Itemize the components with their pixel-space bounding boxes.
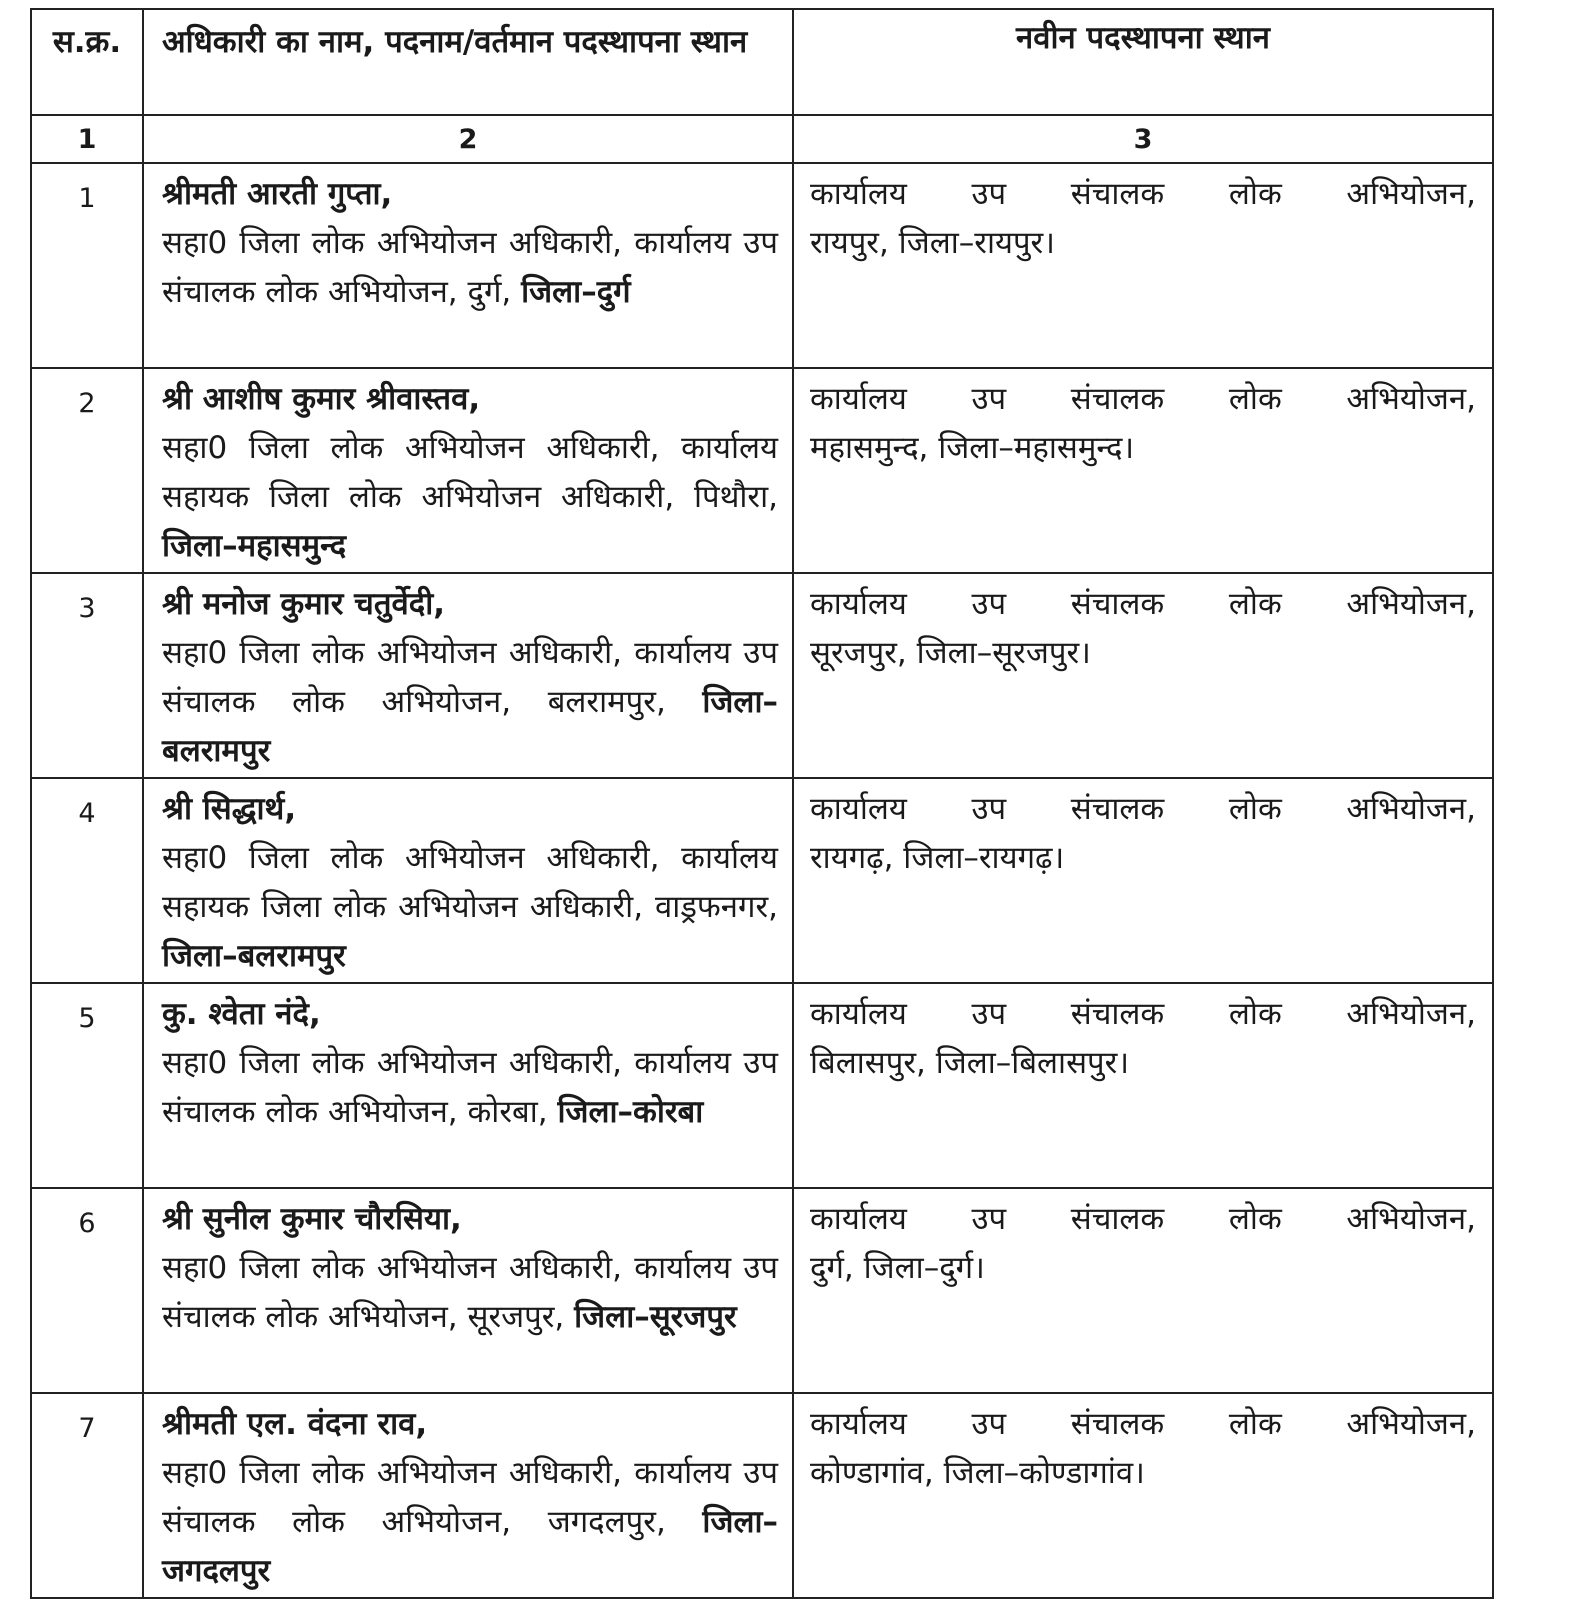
posting-document xyxy=(30,8,1492,1599)
table-row xyxy=(31,163,1493,368)
table-row xyxy=(31,1188,1493,1393)
serial-number: 3 xyxy=(31,573,143,778)
officer-designation xyxy=(162,629,778,776)
new-posting-cell xyxy=(793,1393,1493,1598)
new-posting-place: सूरजपुर, जिला–सूरजपुर। xyxy=(810,635,1091,671)
officer-designation xyxy=(162,834,778,981)
officer-name: श्री मनोज कुमार चतुर्वेदी, xyxy=(162,586,446,622)
officer-name: श्रीमती एल. वंदना राव, xyxy=(162,1406,428,1442)
serial-number: 4 xyxy=(31,778,143,983)
serial-number: 5 xyxy=(31,983,143,1188)
current-district: जिला–महासमुन्द xyxy=(162,528,347,564)
officer-name: श्री सिद्धार्थ, xyxy=(162,791,297,827)
officer-designation xyxy=(162,1244,778,1342)
serial-number: 1 xyxy=(31,163,143,368)
header-serial: स.क्र. xyxy=(31,9,143,115)
current-district: जिला–जगदलपुर xyxy=(162,1504,778,1589)
new-posting-cell xyxy=(793,163,1493,368)
officer-name: श्रीमती आरती गुप्ता, xyxy=(162,176,393,212)
new-posting-office: कार्यालय उप संचालक लोक अभियोजन, xyxy=(810,381,1476,417)
new-posting-place: रायगढ़, जिला–रायगढ़। xyxy=(810,840,1065,876)
column-number-row xyxy=(31,115,1493,163)
current-district: जिला–बलरामपुर xyxy=(162,938,346,974)
designation-text: सहा0 जिला लोक अभियोजन अधिकारी, कार्यालय उप संचालक लोक अभियोजन, जगदलपुर, xyxy=(162,1455,778,1540)
column-number: 2 xyxy=(143,115,793,163)
table-row xyxy=(31,368,1493,573)
officer-cell xyxy=(143,368,793,573)
new-posting-cell xyxy=(793,1188,1493,1393)
new-posting-place: कोण्डागांव, जिला–कोण्डागांव। xyxy=(810,1455,1145,1491)
officer-designation xyxy=(162,219,778,317)
posting-table xyxy=(30,8,1494,1599)
new-posting-cell xyxy=(793,778,1493,983)
new-posting-cell xyxy=(793,983,1493,1188)
officer-cell xyxy=(143,163,793,368)
current-district: जिला–बलरामपुर xyxy=(162,684,778,769)
officer-designation xyxy=(162,1449,778,1596)
officer-cell xyxy=(143,778,793,983)
serial-number: 6 xyxy=(31,1188,143,1393)
officer-name: कु. श्वेता नंदे, xyxy=(162,996,321,1032)
column-number: 3 xyxy=(793,115,1493,163)
new-posting-place: महासमुन्द, जिला–महासमुन्द। xyxy=(810,430,1135,466)
table-row xyxy=(31,573,1493,778)
table-row xyxy=(31,778,1493,983)
designation-text: सहा0 जिला लोक अभियोजन अधिकारी, कार्यालय सहायक जिला लोक अभियोजन अधिकारी, पिथौरा, xyxy=(162,430,778,515)
new-posting-office: कार्यालय उप संचालक लोक अभियोजन, xyxy=(810,1201,1476,1237)
table-row xyxy=(31,983,1493,1188)
new-posting-office: कार्यालय उप संचालक लोक अभियोजन, xyxy=(810,586,1476,622)
designation-text: सहा0 जिला लोक अभियोजन अधिकारी, कार्यालय उप संचालक लोक अभियोजन, सूरजपुर, xyxy=(162,1250,778,1335)
current-district: जिला–कोरबा xyxy=(557,1094,704,1130)
new-posting-place: दुर्ग, जिला–दुर्ग। xyxy=(810,1250,985,1286)
officer-cell xyxy=(143,983,793,1188)
officer-cell xyxy=(143,1188,793,1393)
officer-name: श्री आशीष कुमार श्रीवास्तव, xyxy=(162,381,481,417)
header-officer: अधिकारी का नाम, पदनाम/वर्तमान पदस्थापना स्थान xyxy=(143,9,793,115)
new-posting-place: रायपुर, जिला–रायपुर। xyxy=(810,225,1055,261)
current-district: जिला–सूरजपुर xyxy=(574,1299,737,1335)
new-posting-cell xyxy=(793,573,1493,778)
new-posting-office: कार्यालय उप संचालक लोक अभियोजन, xyxy=(810,1406,1476,1442)
new-posting-place: बिलासपुर, जिला–बिलासपुर। xyxy=(810,1045,1130,1081)
header-new-place: नवीन पदस्थापना स्थान xyxy=(793,9,1493,115)
serial-number: 2 xyxy=(31,368,143,573)
designation-text: सहा0 जिला लोक अभियोजन अधिकारी, कार्यालय सहायक जिला लोक अभियोजन अधिकारी, वाड्रफनगर, xyxy=(162,840,778,925)
officer-name: श्री सुनील कुमार चौरसिया, xyxy=(162,1201,462,1237)
new-posting-office: कार्यालय उप संचालक लोक अभियोजन, xyxy=(810,176,1476,212)
new-posting-cell xyxy=(793,368,1493,573)
serial-number: 7 xyxy=(31,1393,143,1598)
designation-text: सहा0 जिला लोक अभियोजन अधिकारी, कार्यालय उप संचालक लोक अभियोजन, दुर्ग, xyxy=(162,225,778,310)
designation-text: सहा0 जिला लोक अभियोजन अधिकारी, कार्यालय उप संचालक लोक अभियोजन, बलरामपुर, xyxy=(162,635,778,720)
officer-designation xyxy=(162,1039,778,1137)
table-row xyxy=(31,1393,1493,1598)
officer-designation xyxy=(162,424,778,571)
officer-cell xyxy=(143,573,793,778)
designation-text: सहा0 जिला लोक अभियोजन अधिकारी, कार्यालय उप संचालक लोक अभियोजन, कोरबा, xyxy=(162,1045,778,1130)
header-row xyxy=(31,9,1493,115)
new-posting-office: कार्यालय उप संचालक लोक अभियोजन, xyxy=(810,791,1476,827)
column-number: 1 xyxy=(31,115,143,163)
officer-cell xyxy=(143,1393,793,1598)
current-district: जिला–दुर्ग xyxy=(521,274,631,310)
new-posting-office: कार्यालय उप संचालक लोक अभियोजन, xyxy=(810,996,1476,1032)
